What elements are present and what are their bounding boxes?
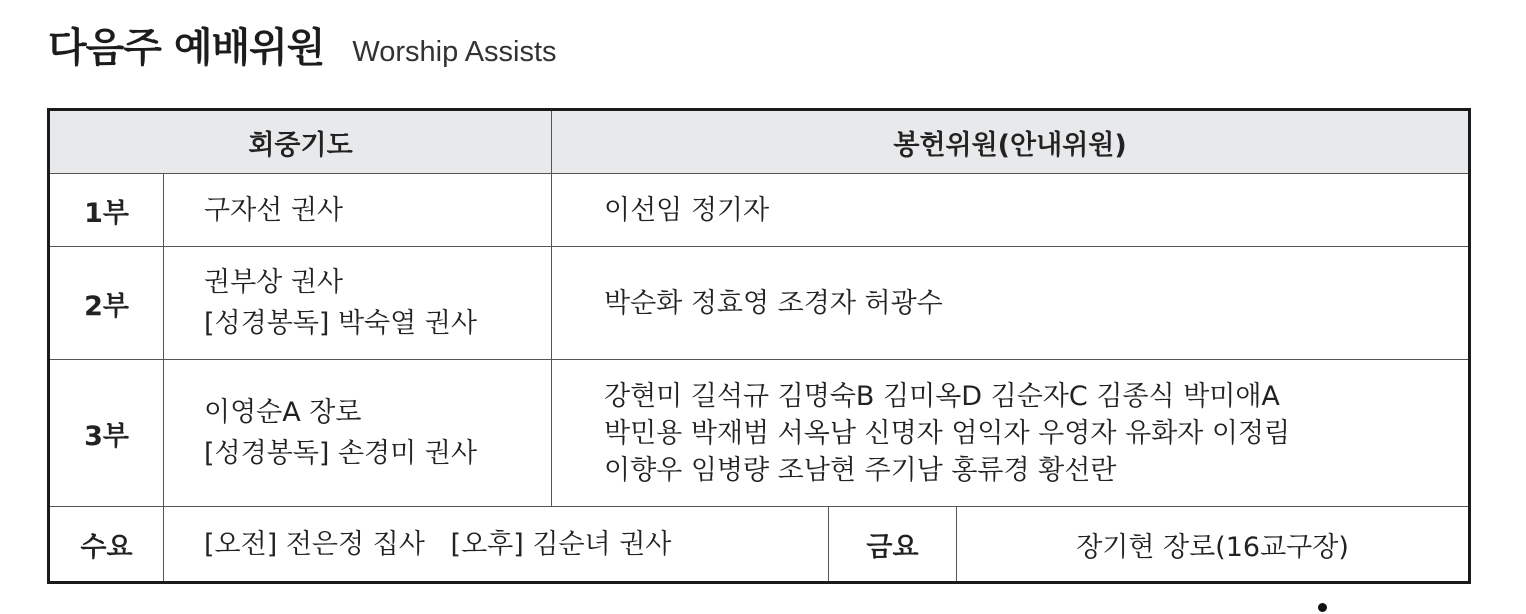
row-label: 1부 <box>49 174 164 247</box>
offering-cell <box>552 247 1470 360</box>
table-row <box>49 507 1470 583</box>
title-korean: 다음주 예배위원 <box>48 25 325 71</box>
friday-cell <box>957 507 1470 583</box>
prayer-cell <box>164 360 552 507</box>
worship-assists-table <box>47 108 1471 584</box>
prayer-cell <box>164 174 552 247</box>
header-offering: 봉헌위원(안내위원) <box>552 110 1470 174</box>
prayer-cell <box>164 247 552 360</box>
offering-line: 박민용 박재범 서옥남 신명자 엄익자 우영자 유화자 이정림 <box>604 417 1291 449</box>
prayer-line: [성경봉독] 손경미 권사 <box>204 438 477 469</box>
prayer-line: [성경봉독] 박숙열 권사 <box>204 308 477 339</box>
offering-line: 이선임 정기자 <box>604 194 770 226</box>
table-row <box>49 247 1470 360</box>
offering-cell <box>552 174 1470 247</box>
offering-line: 박순화 정효영 조경자 허광수 <box>604 287 943 319</box>
prayer-line: 구자선 권사 <box>204 194 343 226</box>
row-label-friday: 금요 <box>829 507 957 583</box>
header-prayer: 회중기도 <box>49 110 552 174</box>
row-label-wednesday: 수요 <box>49 507 164 583</box>
wednesday-cell <box>164 507 829 583</box>
offering-cell <box>552 360 1470 507</box>
table-header-row <box>49 110 1470 174</box>
friday-value: 장기현 장로(16교구장) <box>1076 531 1349 563</box>
page-dot <box>1318 603 1327 612</box>
wednesday-value: [오전] 전은정 집사 [오후] 김순녀 권사 <box>204 528 672 560</box>
offering-line: 강현미 길석규 김명숙B 김미옥D 김순자C 김종식 박미애A <box>604 380 1280 412</box>
prayer-line: 권부상 권사 <box>204 267 343 298</box>
title-english: Worship Assists <box>352 36 557 68</box>
table-row <box>49 174 1470 247</box>
row-label: 2부 <box>49 247 164 360</box>
table-row <box>49 360 1470 507</box>
offering-line: 이향우 임병량 조남현 주기남 홍류경 황선란 <box>604 454 1117 486</box>
row-label: 3부 <box>49 360 164 507</box>
page-title <box>48 16 557 73</box>
prayer-line: 이영순A 장로 <box>204 397 362 428</box>
